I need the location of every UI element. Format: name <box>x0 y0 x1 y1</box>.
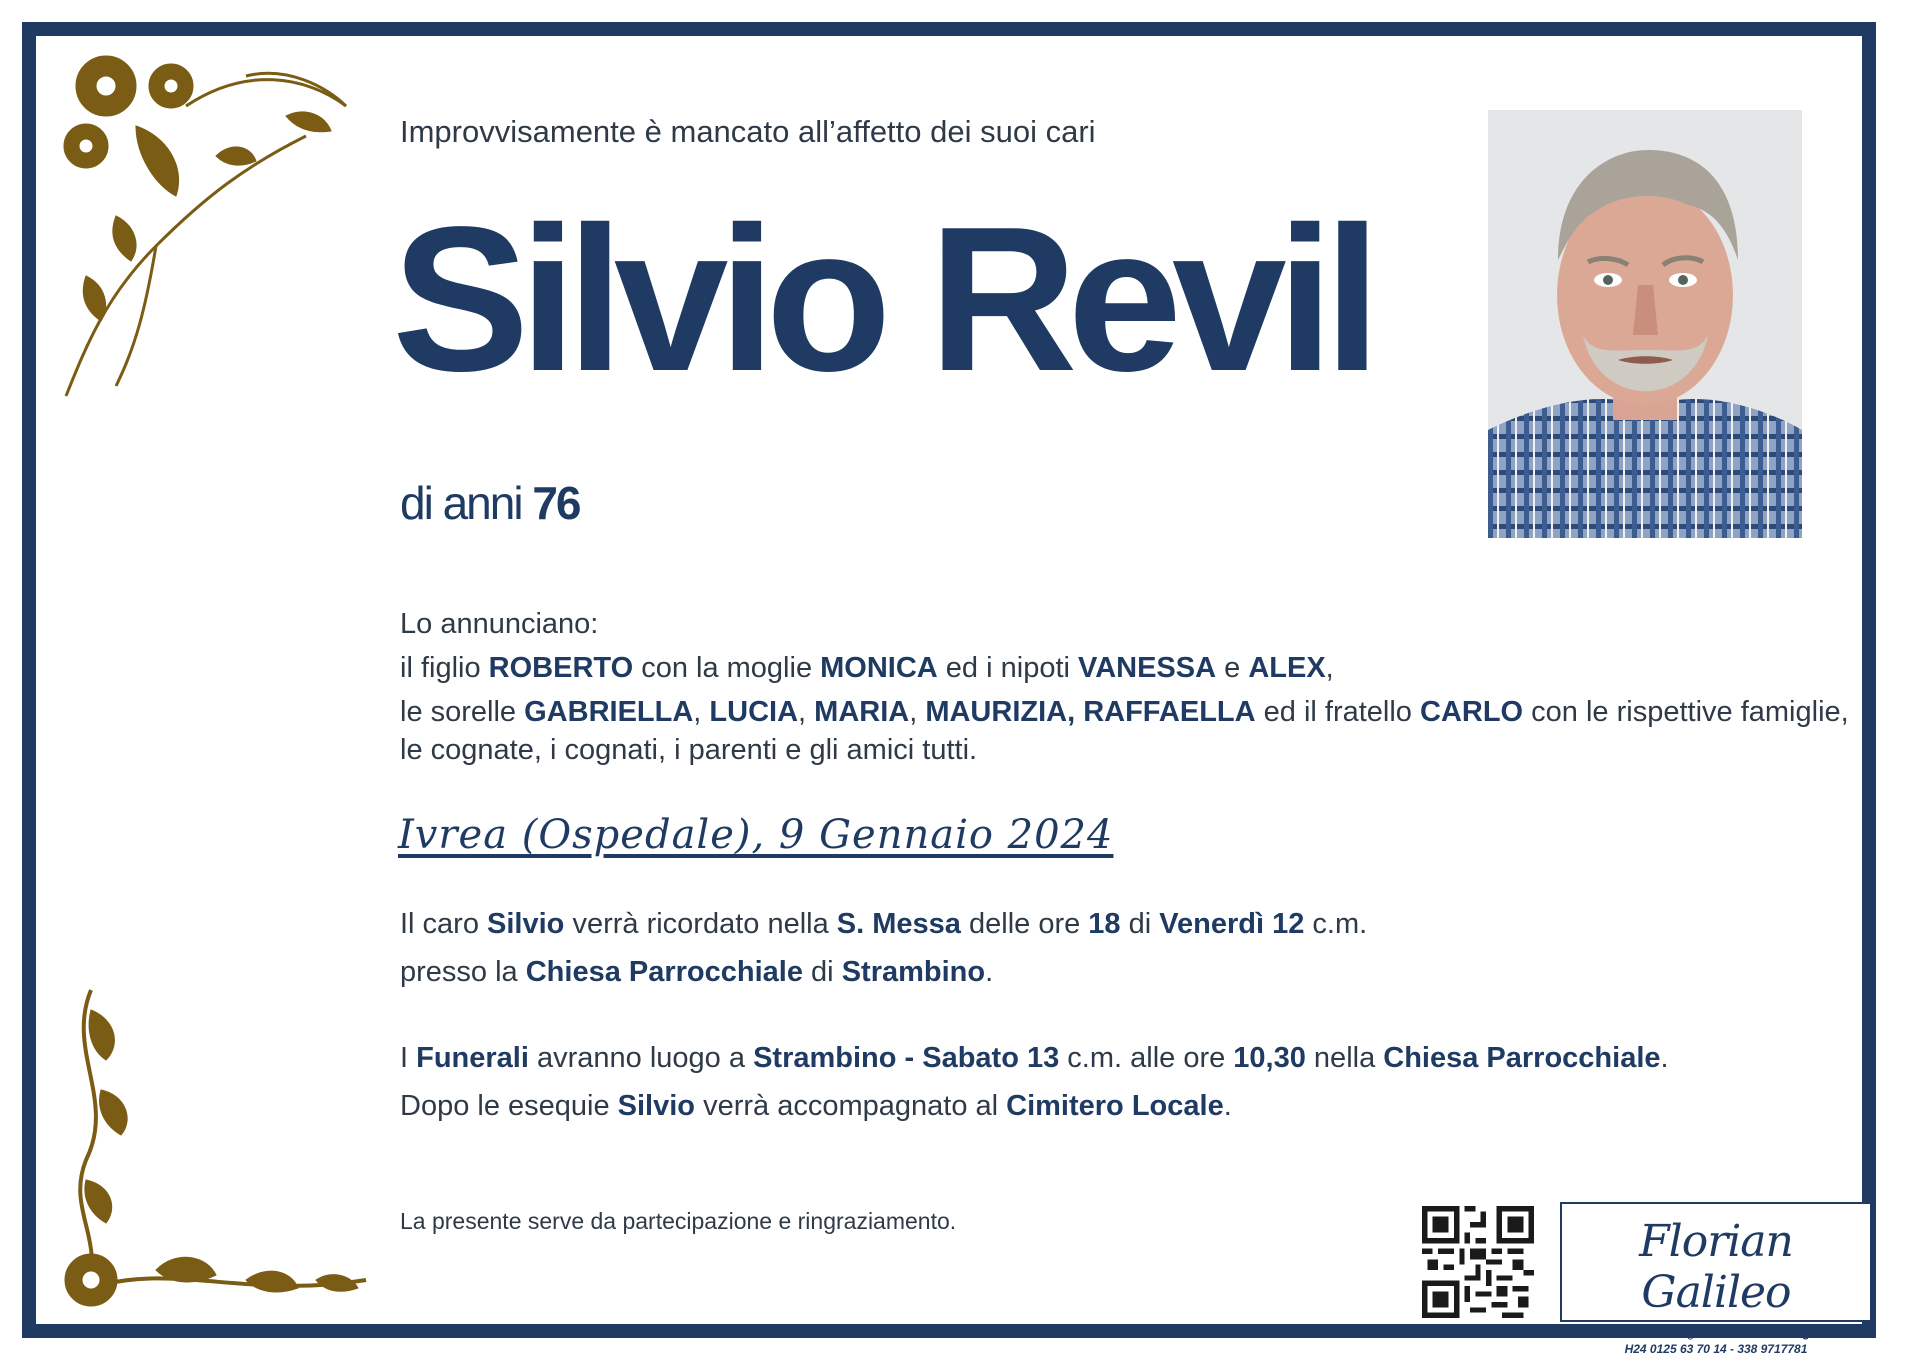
bold-span: Chiesa Parrocchiale <box>1383 1042 1661 1074</box>
bold-span: Chiesa Parrocchiale <box>525 956 803 988</box>
text-span: c.m. alle ore <box>1059 1042 1234 1074</box>
text-span: , <box>909 696 926 728</box>
bold-span: Silvio <box>617 1090 696 1122</box>
bold-span: 10,30 <box>1233 1042 1306 1074</box>
text-span: verrà accompagnato al <box>695 1090 1007 1122</box>
bold-span: Strambino - Sabato 13 <box>753 1042 1060 1074</box>
text-span: c.m. <box>1304 908 1368 940</box>
text-span: il figlio <box>400 652 489 684</box>
portrait-photo <box>1488 110 1802 538</box>
qr-code-icon[interactable] <box>1422 1206 1534 1318</box>
website-link[interactable]: www.floriangalileo.it <box>1735 1326 1852 1340</box>
name-gabriella: GABRIELLA <box>524 696 694 728</box>
agency-website-line <box>1562 1326 1870 1340</box>
bold-span: Silvio <box>487 908 565 940</box>
age-value: 76 <box>532 477 580 529</box>
name-monica: MONICA <box>820 652 938 684</box>
text-span: Il caro <box>400 908 488 940</box>
mass-line-1 <box>400 906 1367 942</box>
age-prefix: di anni <box>400 477 522 529</box>
name-maria: MARIA <box>814 696 910 728</box>
intro-text: Improvvisamente è mancato all’affetto dei suoi cari <box>400 114 1096 149</box>
name-vanessa: VANESSA <box>1078 652 1217 684</box>
bold-span: Funerali <box>416 1042 529 1074</box>
text-span: di <box>1120 908 1160 940</box>
text-span: ed i nipoti <box>937 652 1079 684</box>
bold-span: Cimitero Locale <box>1006 1090 1224 1122</box>
text-span: verrà ricordato nella <box>564 908 837 940</box>
text-span: Dopo le esequie <box>400 1090 618 1122</box>
funeral-line-1 <box>400 1040 1669 1076</box>
text-span: di <box>803 956 842 988</box>
name-roberto: ROBERTO <box>488 652 634 684</box>
website-prefix: Per vedere i necrologi vai su <box>1580 1326 1732 1340</box>
announce-line-1 <box>400 650 1334 686</box>
floral-corner-bottom-left <box>46 980 396 1320</box>
text-span: . <box>985 956 994 988</box>
mass-line-2 <box>400 954 993 990</box>
text-span: delle ore <box>960 908 1089 940</box>
text-span: avranno luogo a <box>528 1042 754 1074</box>
name-carlo: CARLO <box>1420 696 1524 728</box>
announce-line-2 <box>400 694 1849 730</box>
name-lucia: LUCIA <box>709 696 799 728</box>
agency-name: Florian Galileo <box>1639 1216 1793 1318</box>
floral-corner-top-left <box>46 46 376 416</box>
bold-span: S. Messa <box>836 908 961 940</box>
footer-note: La presente serve da partecipazione e ringraziamento. <box>400 1208 957 1234</box>
place-date: Ivrea (Ospedale), 9 Gennaio 2024 <box>398 812 1114 858</box>
text-span: . <box>1223 1090 1232 1122</box>
text-span: con le rispettive famiglie, <box>1523 696 1849 728</box>
text-span: ed il fratello <box>1255 696 1420 728</box>
deceased-name: Silvio Revil <box>392 184 1372 414</box>
text-span: con la moglie <box>633 652 821 684</box>
text-span: le sorelle <box>400 696 525 728</box>
text-span: , <box>1325 652 1334 684</box>
text-span: , <box>798 696 815 728</box>
name-maurizia-raffaella: MAURIZIA, RAFFAELLA <box>925 696 1256 728</box>
agency-phone: H24 0125 63 70 14 - 338 9717781 <box>1624 1342 1808 1356</box>
bold-span: 18 <box>1088 908 1121 940</box>
bold-span: Strambino <box>841 956 986 988</box>
agency-logo <box>1560 1202 1872 1356</box>
announce-line-3: le cognate, i cognati, i parenti e gli amici tutti. <box>400 734 978 766</box>
name-alex: ALEX <box>1248 652 1326 684</box>
text-span: . <box>1660 1042 1669 1074</box>
age-line <box>400 476 580 530</box>
text-span: , <box>693 696 710 728</box>
text-span: nella <box>1305 1042 1384 1074</box>
funeral-line-2 <box>400 1088 1232 1124</box>
bold-span: Venerdì 12 <box>1159 908 1305 940</box>
announce-heading: Lo annunciano: <box>400 608 599 640</box>
text-span: e <box>1216 652 1249 684</box>
text-span: presso la <box>400 956 526 988</box>
text-span: I <box>400 1042 417 1074</box>
